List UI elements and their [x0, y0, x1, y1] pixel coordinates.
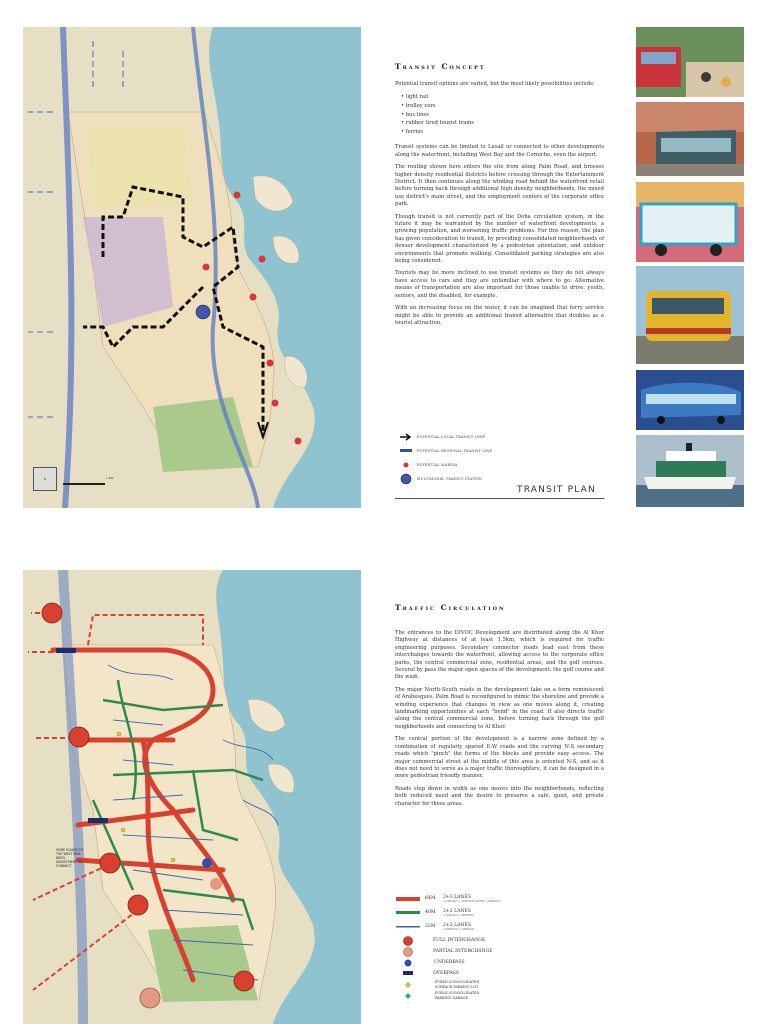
title-rule [395, 498, 604, 499]
legend-item: POTENTIAL REGIONAL TRANSIT LINE [395, 444, 545, 458]
paragraph: The major North-South roads in the development take on a form reminiscent of Arabesques. Palm Road is reconfigured to mimic the shoreline and provide a winding experience that changes in view as one moves along it, creating landmarking opportunities at each "bend" in the road. It also directs traffic along the central commercial zone, before turning back through the golf neighborhoods and connecting to Al Khor. [395, 686, 604, 730]
traffic-legend [395, 893, 545, 1001]
overpass-icon [395, 971, 433, 976]
pink-circle-icon [395, 947, 433, 957]
paragraph: Transit systems can be limited to Lusail or connected to other developments along the waterfront, including West Bay and the Corniche, even the airport. [395, 144, 604, 158]
legend-item: PUBLIC/CONSOLIDATED SURFACE PARKING LOT [395, 979, 545, 990]
map-note: SOME ROADS TO THE WEST WILL NEED ADJUSTMENT TO CONNECT [56, 848, 84, 868]
paragraph: Though transit is not currently part of the Doha circulation system, in the future it may be warranted by the number of waterfront developments, a growing population, and worsening traffic problems. For this reason, the plan has given consideration to transit, by providing consolidated neighborhoods of denser development characterized by a pedestrian orientation, and outdoor environments that promote walking. Consolidated parking strategies are also being considered. [395, 213, 604, 265]
transit-concept-section [395, 62, 604, 332]
paragraph: The routing shown here enters the site from along Palm Road, and brosses higher density residential districts before crossing through the Entertainment District. It then continues along the winding road behind the waterfront retail before turning back through additional high density neighborhoods, the mixed use district's main street, and the employment centers of the corporate office park. [395, 164, 604, 208]
transit-map [23, 27, 361, 508]
paragraph: Roads step down in width as one moves into the neighborhoods, reflecting both reduced need and the desire to preserve a safe, quiet, and private character for these areas. [395, 785, 604, 807]
photo-tram [636, 182, 744, 262]
green-line-icon [395, 910, 425, 915]
photo-streetcar [636, 266, 744, 364]
legend-item: 32M 2+2 LANES + PARKING + MEDIAN [395, 921, 545, 932]
yellow-dot-icon [395, 982, 435, 988]
legend-item: OVERPASS [395, 968, 545, 979]
legend-item: 40M 2+2 LANES + MEDIAN + PARKING [395, 907, 545, 918]
legend-item: MULTIMODAL TRANSIT STATION [395, 472, 545, 486]
list-item: • trolley cars [401, 103, 436, 109]
legend-item: POTENTIAL LOCAL TRANSIT LOOP [395, 430, 545, 444]
legend-item: PUBLIC/CONSOLIDATED PARKING GARAGE [395, 990, 545, 1001]
blue-circle-icon [395, 473, 417, 485]
transit-concept-heading: Transit Concept [395, 62, 486, 71]
photo-light-rail [636, 27, 744, 97]
paragraph: Tourists may be more inclined to use transit systems as they do not always have access to cars and they are unfamiliar with where to go. Alternative means of transportation are also important for those unable to drive: youth, seniors, and the disabled, for example. [395, 270, 604, 299]
traffic-circulation-heading: Traffic Circulation [395, 603, 506, 612]
paragraph: The central portion of the development is a narrow zone defined by a combination of regularly spaced E-W roads and the curving N-S secondary roads which "pinch" the forms of the blocks and provide easy access. The major commercial street at the middle of this area is oriented N-S, and as it does not need to serve as a major traffic thoroughfare, it can be designed in a more pedestrian friendly manner. [395, 736, 604, 780]
photo-bus [636, 370, 744, 430]
diamond-icon [395, 993, 435, 999]
photo-trolley [636, 102, 744, 176]
blue-circle-icon [395, 959, 434, 967]
scale-label: 1 km [106, 476, 114, 480]
list-item: • light rail [401, 94, 429, 101]
legend-item: FULL INTERCHANGE [395, 935, 545, 946]
legend-item: PARTIAL INTERCHANGE [395, 946, 545, 957]
list-item: • bus lines [401, 111, 430, 118]
red-dot-icon [395, 461, 417, 469]
transit-legend [395, 430, 545, 486]
arrow-icon [395, 433, 417, 441]
paragraph: With an increasing focus on the water, it can be imagined that ferry service might be able to provide an additional transit alternative that doubles as a tourist attraction. [395, 305, 604, 326]
red-line-icon [395, 896, 425, 902]
list-item: • rubber tired tourist trams [401, 120, 474, 127]
photo-ferry [636, 435, 744, 507]
traffic-map [23, 570, 361, 1024]
transit-plan-title: TRANSIT PLAN [517, 485, 596, 495]
transit-intro: Potential transit options are varied, but the most likely possibilities include: [395, 81, 595, 87]
traffic-circulation-section [395, 603, 604, 813]
legend-item: POTENTIAL MARINA [395, 458, 545, 472]
north-arrow-box: N [33, 467, 57, 491]
legend-item: 64M 3+3 LANES + MEDIAN + SERVICE LANES + PARKING [395, 893, 545, 904]
transit-options-list [395, 93, 604, 136]
blue-line-icon [395, 925, 425, 929]
list-item: • ferries [401, 128, 424, 135]
blue-line-icon [395, 448, 417, 454]
red-circle-icon [395, 936, 433, 946]
legend-item: UNDERPASS [395, 957, 545, 968]
paragraph: The entrances to the DIVOC Development are distributed along the Al Khor Highway at distances of at least 1.5km, which is required for traffic engineering purposes. Secondary connector roads lead east from these interchanges towards the waterfront, allowing access to the corporate office parks, the central commercial zone, residential areas, and the golf courses. Several by pass the major open spaces of the development: the golf course and the wadi. [395, 630, 604, 681]
